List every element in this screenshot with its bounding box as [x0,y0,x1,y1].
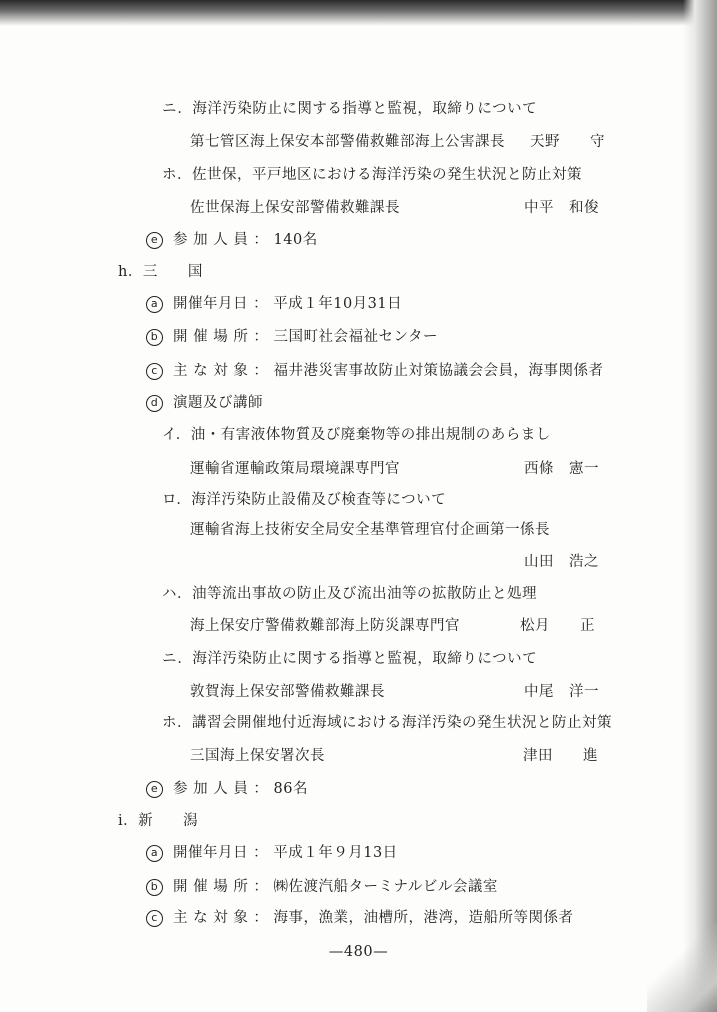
item-ni-heading [162,99,537,119]
item-text: 主 な 対 象 ： 福井港災害事故防止対策協議会会員，海事関係者 [173,363,604,379]
item-text: 参 加 人 員 ： 140名 [173,232,318,248]
page-number: —480— [328,944,389,960]
participants-row [146,230,318,250]
venue-row [146,327,438,347]
audience-row [146,361,604,381]
circled-marker: d [146,395,163,412]
item-text: ロ．海洋汚染防止設備及び検査等について [162,492,447,508]
topic-ro [162,490,446,510]
item-text: ニ．海洋汚染防止に関する指導と監視，取締りについて [162,651,538,667]
item-text: 運輸省海上技術安全局安全基準管理官付企画第一係長 [190,522,550,538]
lecturer-name: 中平 和俊 [524,200,599,216]
item-text: 第七管区海上保安本部警備救難部海上公害課長 [190,134,505,150]
scan-shadow-top [0,0,717,26]
topics-heading [146,393,263,413]
lecturer-name: 天野 守 [530,134,605,150]
topic-ha [162,584,537,604]
date-row [146,843,398,863]
item-text: 三国海上保安署次長 [190,748,325,764]
circled-marker: c [146,910,163,927]
circled-marker: c [146,363,163,380]
item-text: h．三 国 [118,264,203,280]
circled-marker: a [146,296,163,313]
lecturer-title [190,520,550,540]
item-text: 主 な 対 象 ： 海事，漁業，油槽所，港湾，造船所等関係者 [173,910,574,926]
lecturer-title [190,616,460,636]
lecturer-name: 西條 憲一 [524,461,599,477]
section-heading-h [118,262,203,282]
participants-row [146,779,308,799]
section-heading-i [118,811,198,831]
item-text: i．新 潟 [118,813,199,829]
item-text: 佐世保海上保安部警備救難課長 [190,200,400,216]
item-ho-heading [162,165,582,185]
lecturer-name: 津田 進 [523,748,598,764]
circled-marker: b [146,879,163,896]
circled-marker: e [146,781,163,798]
scan-shadow-right [683,0,717,1012]
topic-i [162,425,551,445]
lecturer-title [190,198,400,218]
item-text: ホ．講習会開催地付近海域における海洋汚染の発生状況と防止対策 [162,715,612,731]
audience-row [146,908,574,928]
item-text: 敦賀海上保安部警備救難課長 [190,684,385,700]
lecturer-name: 松月 正 [520,618,595,634]
topic-ni [162,649,537,669]
circled-marker: a [146,845,163,862]
item-text: 開催年月日 ： 平成１年10月31日 [173,296,403,312]
lecturer-title [190,746,325,766]
date-row [146,294,402,314]
item-text: イ．油・有害液体物質及び廃棄物等の排出規制のあらまし [162,427,551,443]
item-text: 海上保安庁警備救難部海上防災課専門官 [190,618,460,634]
scan-shadow-corner [647,922,717,1012]
item-text: 運輸省運輸政策局環境課専門官 [190,461,400,477]
item-text: 参 加 人 員 ： 86名 [173,781,308,797]
topic-ho [162,713,612,733]
lecturer-name: 山田 浩之 [524,554,599,570]
item-text: ニ．海洋汚染防止に関する指導と監視，取締りについて [162,101,538,117]
item-text: ホ．佐世保，平戸地区における海洋汚染の発生状況と防止対策 [162,167,582,183]
item-text: ハ．油等流出事故の防止及び流出油等の拡散防止と処理 [162,586,537,602]
lecturer-name: 中尾 洋一 [524,684,599,700]
lecturer-title [190,459,400,479]
item-text: 開催年月日 ： 平成１年９月13日 [173,845,398,861]
circled-marker: e [146,232,163,249]
circled-marker: b [146,329,163,346]
venue-row [146,877,498,897]
item-text: 開 催 場 所 ： ㈱佐渡汽船ターミナルビル会議室 [173,879,498,895]
lecturer-title [190,682,385,702]
item-text: 演題及び講師 [173,395,263,411]
item-text: 開 催 場 所 ： 三国町社会福祉センター [173,329,438,345]
lecturer-title [190,132,505,152]
